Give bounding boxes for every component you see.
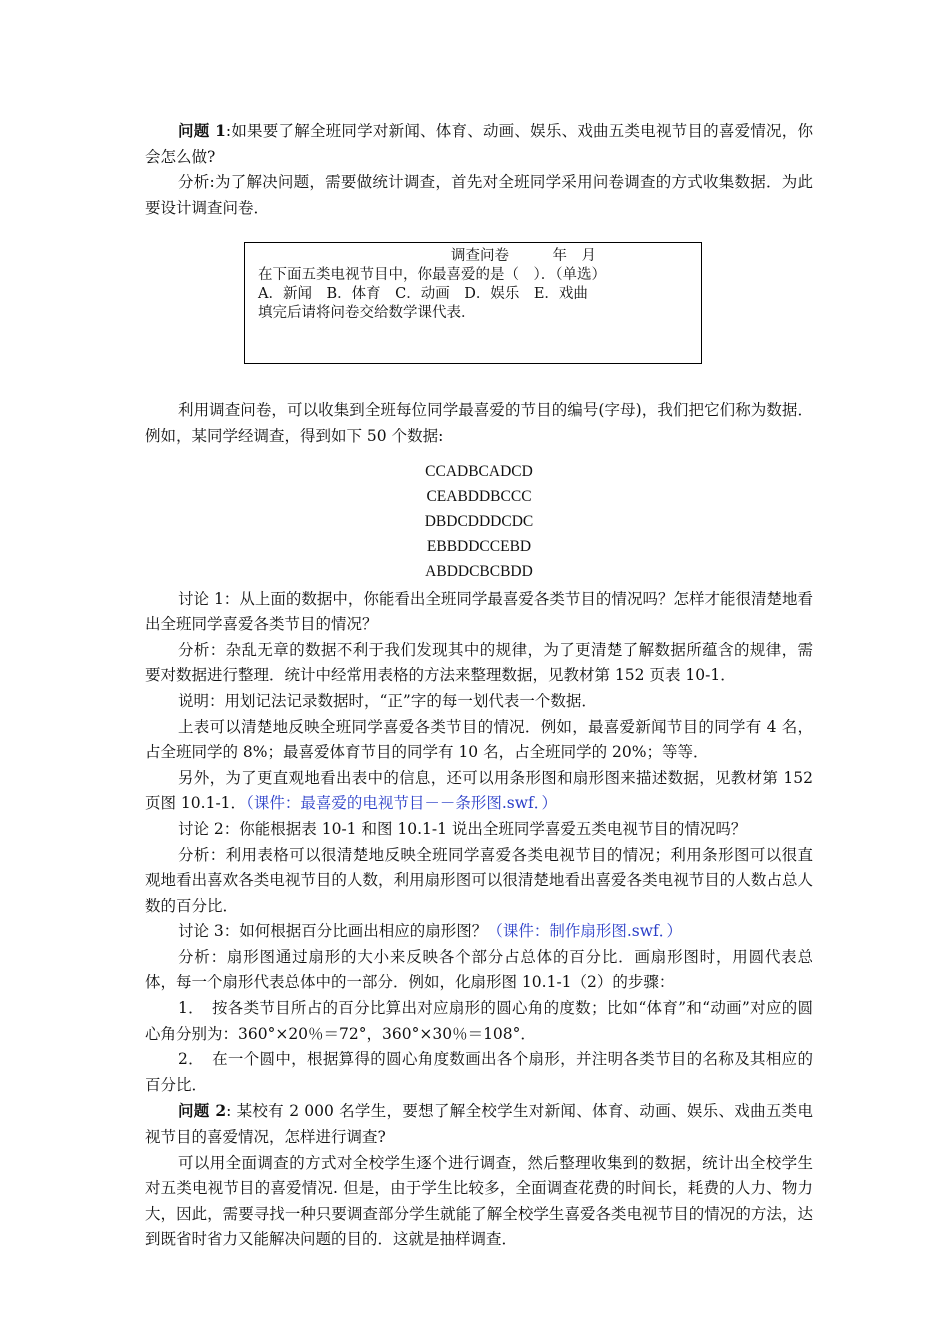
question-1 xyxy=(145,118,813,170)
survey-box xyxy=(244,242,702,364)
step-1: 1． 按各类节目所占的百分比算出对应扇形的圆心角的度数；比如“体育”和“动画”对应的圆心角分别为：360°×20％＝72°，360°×30％＝108°． xyxy=(145,999,813,1043)
analysis-discussion-3: 分析：扇形图通过扇形的大小来反映各个部分占总体的百分比．画扇形图时，用圆代表总体，每一个扇形代表总体中的一部分．例如，化扇形图 10.1-1（2）的步骤： xyxy=(145,947,813,992)
discussion-1: 讨论 1：从上面的数据中，你能看出全班同学最喜爱各类节目的情况吗？怎样才能很清楚地看出全班同学喜爱各类节目的情况？ xyxy=(145,589,813,634)
table-paragraph: 上表可以清楚地反映全班同学喜爱各类节目的情况．例如，最喜爱新闻节目的同学有 4 名，占全班同学的 8%；最喜爱体育节目的同学有 10 名，占全班同学的 20%；等等． xyxy=(145,717,813,762)
courseware-link-paren-close: ．） xyxy=(533,794,557,813)
discussion-3-text: 讨论 3：如何根据百分比画出相应的扇形图？ xyxy=(178,922,488,941)
answer-question-2: 可以用全面调查的方式对全校学生逐个进行调查，然后整理收集到的数据，统计出全校学生对五类电视节目的喜爱情况. 但是，由于学生比较多，全面调查花费的时间长，耗费的人力、物力大，因此，需要寻找一种只要调查部分学生就能了解全校学生喜爱各类电视节目的情况的方法，达到既省时省力又能解决问题的目的．这就是抽样调查． xyxy=(145,1153,813,1249)
survey-title: 调查问卷 年 月 xyxy=(451,248,596,265)
code-line: EBBDDCCEBD xyxy=(426,537,532,555)
survey-note: 填完后请将问卷交给数学课代表． xyxy=(258,305,476,322)
note-tally: 说明：用划记法记录数据时，“正”字的每一划代表一个数据． xyxy=(178,691,597,710)
chart-paragraph-text: 另外，为了更直观地看出表中的信息，还可以用条形图和扇形图来描述数据，见教材第 152 页图 10.1-1． xyxy=(145,768,813,813)
question-1-label: 问题 1 xyxy=(178,121,226,140)
courseware-link-bar-chart[interactable]: 课件：最喜爱的电视节目－－条形图.swf xyxy=(253,794,534,813)
discussion-3 xyxy=(145,919,813,945)
survey-question: 在下面五类电视节目中，你最喜爱的是（ ）．（单选） xyxy=(258,267,606,284)
discussion-2: 讨论 2：你能根据表 10-1 和图 10.1-1 说出全班同学喜爱五类电视节目的情况吗？ xyxy=(178,819,747,838)
analysis-discussion-2: 分析：利用表格可以很清楚地反映全班同学喜爱各类电视节目的情况；利用条形图可以很直观地看出喜欢各类电视节目的人数，利用扇形图可以很清楚地看出喜爱各类电视节目的人数占总人数的百分比． xyxy=(145,845,813,915)
code-line: CEABDDBCCC xyxy=(426,487,532,505)
analysis-1: 分析:为了解决问题，需要做统计调查，首先对全班同学采用问卷调查的方式收集数据．为此要设计调查问卷． xyxy=(145,173,813,217)
document-page xyxy=(145,118,813,1253)
question-1-text: :如果要了解全班同学对新闻、体育、动画、娱乐、戏曲五类电视节目的喜爱情况，你会怎么做? xyxy=(145,122,813,166)
question-2-label: 问题 2 xyxy=(178,1101,227,1121)
question-2-text: : 某校有 2 000 名学生，要想了解全校学生对新闻、体育、动画、娱乐、戏曲五类电视节目的喜爱情况，怎样进行调查? xyxy=(145,1102,813,1147)
chart-paragraph xyxy=(145,766,813,817)
question-2 xyxy=(145,1098,813,1150)
data-paragraph: 利用调查问卷，可以收集到全班每位同学最喜爱的节目的编号(字母)，我们把它们称为数据．例如，某同学经调查，得到如下 50 个数据: xyxy=(145,401,813,445)
spacer xyxy=(145,364,813,398)
courseware-link-paren-open: （ xyxy=(487,922,503,941)
courseware-link-paren-close: ．） xyxy=(658,922,682,941)
code-line: CCADBCADCD xyxy=(425,462,533,480)
analysis-discussion-1: 分析：杂乱无章的数据不利于我们发现其中的规律，为了更清楚了解数据所蕴含的规律，需要对数据进行整理．统计中经常用表格的方法来整理数据，见教材第 152 页表 10-1． xyxy=(145,640,813,685)
code-line: DBDCDDDCDC xyxy=(424,512,534,530)
courseware-link-pie-chart[interactable]: 课件：制作扇形图.swf xyxy=(502,922,659,941)
data-codes xyxy=(145,459,813,584)
courseware-link-paren-open: （ xyxy=(246,794,254,813)
code-line: ABDDCBCBDD xyxy=(425,562,533,580)
survey-options: A．新闻 B．体育 C．动画 D．娱乐 E．戏曲 xyxy=(258,286,588,303)
step-2: 2． 在一个圆中，根据算得的圆心角度数画出各个扇形，并注明各类节目的名称及其相应的百分比． xyxy=(145,1050,813,1094)
